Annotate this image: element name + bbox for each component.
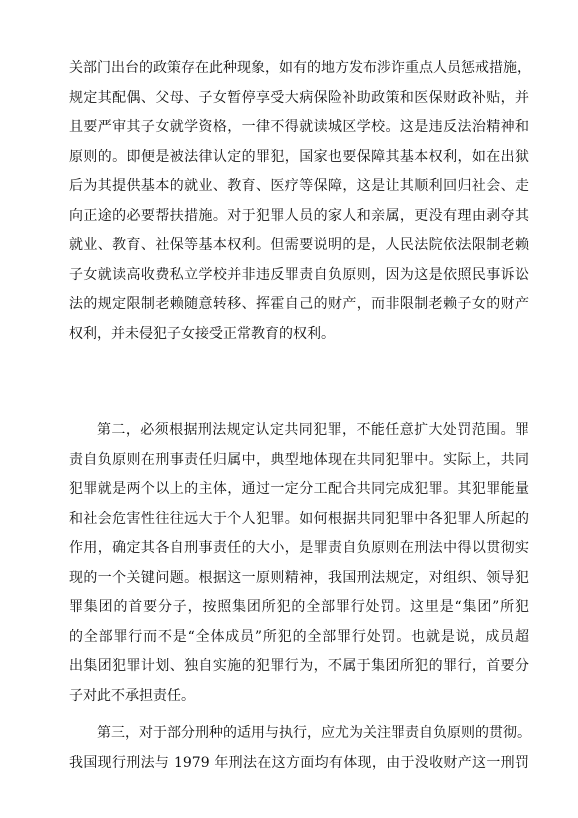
text-line: 责自负原则在刑事责任归属中，典型地体现在共同犯罪中。实际上，共同 xyxy=(69,451,529,468)
text-line: 第三，对于部分刑种的适用与执行，应尤为关注罪责自负原则的贯彻。 xyxy=(97,725,531,741)
text-line: 和社会危害性往往远大于个人犯罪。如何根据共同犯罪中各犯罪人所起的 xyxy=(69,510,529,527)
text-line: 原则的。即便是被法律认定的罪犯，国家也要保障其基本权利，如在出狱 xyxy=(69,148,529,165)
text-line: 罪集团的首要分子，按照集团所犯的全部罪行处罚。这里是“集团”所犯 xyxy=(69,599,529,615)
text-line: 现的一个关键问题。根据这一原则精神，我国刑法规定，对组织、领导犯 xyxy=(69,569,529,586)
text-line: 法的规定限制老赖随意转移、挥霍自己的财产，而非限制老赖子女的财产 xyxy=(69,296,529,312)
text-line: 子对此不承担责任。 xyxy=(69,687,195,704)
text-line: 出集团犯罪计划、独自实施的犯罪行为，不属于集团所犯的罪行，首要分 xyxy=(69,658,529,674)
text-line: 就业、教育、社保等基本权利。但需要说明的是，人民法院依法限制老赖 xyxy=(69,237,529,253)
paragraph-1 xyxy=(69,54,529,349)
text-line: 关部门出台的政策存在此种现象，如有的地方发布涉诈重点人员惩戒措施， xyxy=(69,60,531,76)
text-line: 权利，并未侵犯子女接受正常教育的权利。 xyxy=(69,325,335,342)
text-line: 规定其配偶、父母、子女暂停享受大病保险补助政策和医保财政补贴，并 xyxy=(69,89,529,106)
text-line: 后为其提供基本的就业、教育、医疗等保障，这是让其顺利回归社会、走 xyxy=(69,178,529,194)
paragraph-3 xyxy=(69,719,529,778)
text-line: 作用，确定其各自刑事责任的大小，是罪责自负原则在刑法中得以贯彻实 xyxy=(69,540,529,556)
text-line: 第二，必须根据刑法规定认定共同犯罪，不能任意扩大处罚范围。罪 xyxy=(97,422,529,438)
text-line: 向正途的必要帮扶措施。对于犯罪人员的家人和亲属，更没有理由剥夺其 xyxy=(69,207,529,224)
paragraph-2 xyxy=(69,416,529,711)
text-line: 的全部罪行而不是“全体成员”所犯的全部罪行处罚。也就是说，成员超 xyxy=(69,628,529,645)
text-line: 我国现行刑法与 1979 年刑法在这方面均有体现，由于没收财产这一刑罚 xyxy=(69,754,529,771)
text-line: 犯罪就是两个以上的主体，通过一定分工配合共同完成犯罪。其犯罪能量 xyxy=(69,481,529,497)
text-line: 子女就读高收费私立学校并非违反罪责自负原则，因为这是依照民事诉讼 xyxy=(69,266,529,283)
text-line: 且要严审其子女就学资格，一律不得就读城区学校。这是违反法治精神和 xyxy=(69,119,529,135)
